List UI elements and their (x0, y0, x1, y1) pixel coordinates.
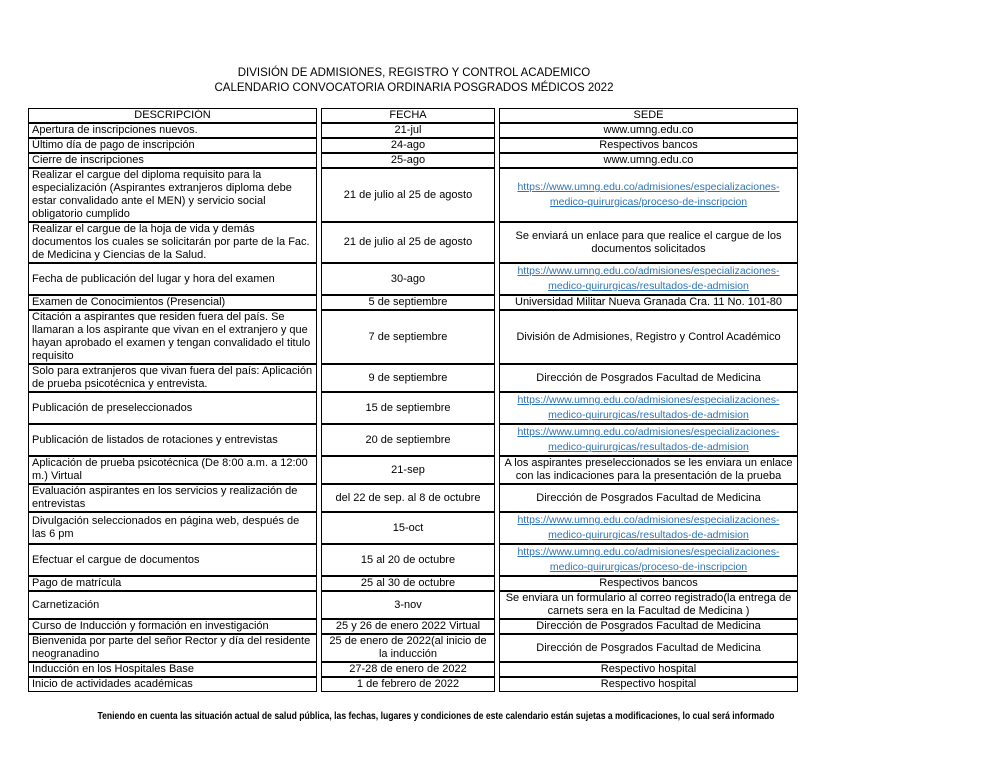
cell-fecha: 27-28 de enero de 2022 (321, 662, 495, 677)
cell-sede: Universidad Militar Nueva Granada Cra. 11 No. 101-80 (499, 295, 798, 310)
cell-fecha: 9 de septiembre (321, 364, 495, 392)
cell-sede: Respectivos bancos (499, 138, 798, 153)
cell-descripcion: Realizar el cargue de la hoja de vida y demás documentos los cuales se solicitarán por parte de la Fac. de Medicina y Ciencias de la Salud. (28, 222, 317, 263)
cell-descripcion: Evaluación aspirantes en los servicios y realización de entrevistas (28, 484, 317, 512)
cell-fecha: 24-ago (321, 138, 495, 153)
cell-fecha: 20 de septiembre (321, 424, 495, 456)
cell-descripcion: Realizar el cargue del diploma requisito para la especialización (Aspirantes extranjeros diploma debe estar convalidado ante el MEN) y servicio social obligatorio cumplido (28, 168, 317, 222)
table-row (28, 662, 798, 677)
sede-link[interactable]: https://www.umng.edu.co/admisiones/especializaciones-medico-quirurgicas/resultados-de-admision (517, 426, 780, 453)
cell-descripcion: Bienvenida por parte del señor Rector y día del residente neogranadino (28, 634, 317, 662)
cell-sede: Se enviara un formulario al correo registrado(la entrega de carnets sera en la Facultad de Medicina ) (499, 591, 798, 619)
table-row (28, 153, 798, 168)
table-row (28, 295, 798, 310)
table-row (28, 424, 798, 456)
sede-link[interactable]: https://www.umng.edu.co/admisiones/especializaciones-medico-quirurgicas/proceso-de-inscripcion (517, 546, 780, 573)
header-sede: SEDE (499, 108, 798, 123)
cell-sede: Se enviará un enlace para que realice el cargue de los documentos solicitados (499, 222, 798, 263)
cell-fecha: 15 de septiembre (321, 392, 495, 424)
cell-fecha: 25 de enero de 2022(al inicio de la inducción (321, 634, 495, 662)
cell-descripcion: Pago de matrícula (28, 576, 317, 591)
cell-sede: Dirección de Posgrados Facultad de Medicina (499, 364, 798, 392)
cell-descripcion: Último día de pago de inscripción (28, 138, 317, 153)
cell-fecha: 25 al 30 de octubre (321, 576, 495, 591)
table-row (28, 634, 798, 662)
table-row (28, 576, 798, 591)
calendar-table (24, 108, 802, 692)
title-line-2: CALENDARIO CONVOCATORIA ORDINARIA POSGRADOS MÉDICOS 2022 (214, 82, 614, 94)
cell-descripcion: Divulgación seleccionados en página web, después de las 6 pm (28, 512, 317, 544)
table-row (28, 392, 798, 424)
cell-sede: A los aspirantes preseleccionados se les enviara un enlace con las indicaciones para la presentación de la prueba (499, 456, 798, 484)
cell-descripcion: Inicio de actividades académicas (28, 677, 317, 692)
table-row (28, 591, 798, 619)
cell-sede (499, 168, 798, 222)
cell-fecha: 21 de julio al 25 de agosto (321, 222, 495, 263)
document-title (28, 0, 800, 96)
cell-fecha: 30-ago (321, 263, 495, 295)
cell-sede (499, 263, 798, 295)
cell-sede: Respectivo hospital (499, 677, 798, 692)
header-row (28, 108, 798, 123)
cell-fecha: 15 al 20 de octubre (321, 544, 495, 576)
cell-fecha: 21-jul (321, 123, 495, 138)
cell-sede: Respectivos bancos (499, 576, 798, 591)
table-row (28, 222, 798, 263)
table-row (28, 456, 798, 484)
cell-fecha: 25 y 26 de enero 2022 Virtual (321, 619, 495, 634)
cell-descripcion: Citación a aspirantes que residen fuera del país. Se llamaran a los aspirante que vivan en el extranjero y que hayan aprobado el examen y tengan convalidado el titulo requisito (28, 310, 317, 364)
cell-sede: www.umng.edu.co (499, 153, 798, 168)
header-fecha: FECHA (321, 108, 495, 123)
cell-descripcion: Cierre de inscripciones (28, 153, 317, 168)
cell-fecha: 1 de febrero de 2022 (321, 677, 495, 692)
table-row (28, 677, 798, 692)
table-row (28, 544, 798, 576)
sede-link[interactable]: https://www.umng.edu.co/admisiones/especializaciones-medico-quirurgicas/resultados-de-admision (517, 265, 780, 292)
cell-fecha: 21-sep (321, 456, 495, 484)
cell-descripcion: Efectuar el cargue de documentos (28, 544, 317, 576)
cell-sede (499, 424, 798, 456)
cell-descripcion: Examen de Conocimientos (Presencial) (28, 295, 317, 310)
cell-descripcion: Curso de Inducción y formación en investigación (28, 619, 317, 634)
table-row (28, 512, 798, 544)
cell-sede (499, 392, 798, 424)
cell-sede: Dirección de Posgrados Facultad de Medicina (499, 619, 798, 634)
cell-descripcion: Solo para extranjeros que vivan fuera del país: Aplicación de prueba psicotécnica y entrevista. (28, 364, 317, 392)
cell-fecha: 7 de septiembre (321, 310, 495, 364)
cell-descripcion: Inducción en los Hospitales Base (28, 662, 317, 677)
sede-link[interactable]: https://www.umng.edu.co/admisiones/especializaciones-medico-quirurgicas/resultados-de-admision (517, 514, 780, 541)
cell-fecha: 15-oct (321, 512, 495, 544)
cell-descripcion: Publicación de preseleccionados (28, 392, 317, 424)
table-row (28, 123, 798, 138)
cell-fecha: del 22 de sep. al 8 de octubre (321, 484, 495, 512)
cell-fecha: 5 de septiembre (321, 295, 495, 310)
table-row (28, 310, 798, 364)
cell-sede: Dirección de Posgrados Facultad de Medicina (499, 484, 798, 512)
cell-sede: www.umng.edu.co (499, 123, 798, 138)
cell-sede: Respectivo hospital (499, 662, 798, 677)
cell-sede (499, 544, 798, 576)
cell-descripcion: Fecha de publicación del lugar y hora del examen (28, 263, 317, 295)
sede-link[interactable]: https://www.umng.edu.co/admisiones/especializaciones-medico-quirurgicas/resultados-de-admision (517, 394, 780, 421)
table-row (28, 168, 798, 222)
header-descripcion: DESCRIPCIÓN (28, 108, 317, 123)
footer-disclaimer: Teniendo en cuenta las situación actual de salud pública, las fechas, lugares y condiciones de este calendario están sujetas a modificaciones, lo cual será informado (97, 710, 775, 722)
cell-descripcion: Publicación de listados de rotaciones y entrevistas (28, 424, 317, 456)
cell-sede: Dirección de Posgrados Facultad de Medicina (499, 634, 798, 662)
cell-fecha: 3-nov (321, 591, 495, 619)
cell-descripcion: Aplicación de prueba psicotécnica (De 8:00 a.m. a 12:00 m.) Virtual (28, 456, 317, 484)
title-line-1: DIVISIÓN DE ADMISIONES, REGISTRO Y CONTROL ACADEMICO (237, 67, 591, 79)
table-row (28, 364, 798, 392)
cell-fecha: 25-ago (321, 153, 495, 168)
cell-descripcion: Carnetización (28, 591, 317, 619)
table-row (28, 138, 798, 153)
cell-fecha: 21 de julio al 25 de agosto (321, 168, 495, 222)
table-row (28, 484, 798, 512)
table-row (28, 619, 798, 634)
cell-sede (499, 512, 798, 544)
cell-sede: División de Admisiones, Registro y Control Académico (499, 310, 798, 364)
table-row (28, 263, 798, 295)
sede-link[interactable]: https://www.umng.edu.co/admisiones/especializaciones-medico-quirurgicas/proceso-de-inscripcion (517, 181, 780, 208)
cell-descripcion: Apertura de inscripciones nuevos. (28, 123, 317, 138)
